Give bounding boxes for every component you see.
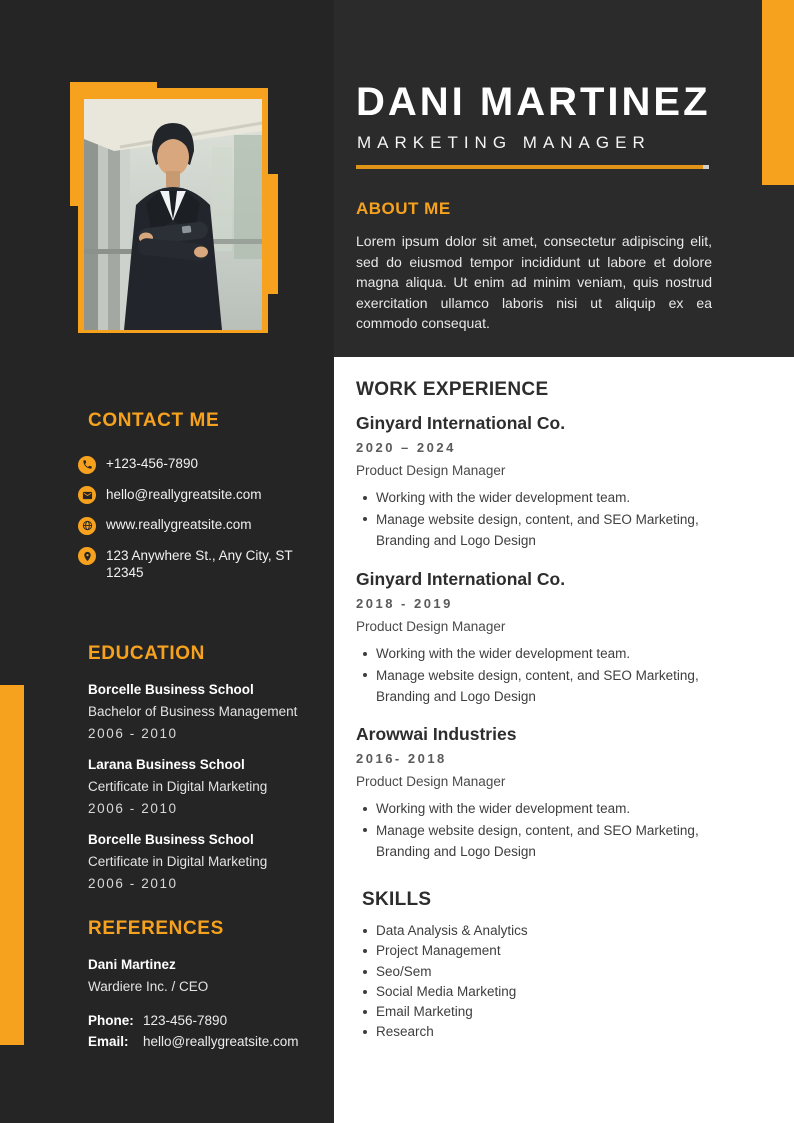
reference-block <box>88 954 318 1052</box>
job-entry <box>356 412 714 552</box>
phone-number: +123-456-7890 <box>106 456 198 471</box>
accent-bar-top-right <box>762 0 794 185</box>
degree-name: Bachelor of Business Management <box>88 704 298 719</box>
email-address[interactable]: hello@reallygreatsite.com <box>106 486 262 502</box>
reference-role: Wardiere Inc. / CEO <box>88 979 209 994</box>
person-name: DANI MARTINEZ <box>356 80 711 124</box>
company-name: Arowwai Industries <box>356 724 517 744</box>
email-icon <box>78 486 96 504</box>
reference-name: Dani Martinez <box>88 957 176 972</box>
job-bullet-list <box>356 487 714 552</box>
job-bullet: Working with the wider development team. <box>376 798 714 820</box>
contact-item-address <box>78 547 310 581</box>
reference-contact-rows <box>88 1010 318 1052</box>
profile-photo <box>84 99 262 330</box>
education-years: 2006 - 2010 <box>88 800 178 816</box>
reference-phone: 123-456-7890 <box>143 1013 228 1028</box>
references-heading: REFERENCES <box>88 918 224 939</box>
job-bullet: Working with the wider development team. <box>376 643 714 665</box>
skill-item: Research <box>376 1022 712 1042</box>
contact-item-website <box>78 516 310 535</box>
contact-item-email <box>78 486 310 505</box>
job-bullet: Manage website design, content, and SEO Marketing, Branding and Logo Design <box>376 665 714 708</box>
education-heading: EDUCATION <box>88 643 205 664</box>
globe-icon <box>78 517 96 535</box>
job-period: 2020 – 2024 <box>356 440 456 455</box>
contact-list <box>78 455 310 593</box>
contact-heading: CONTACT ME <box>88 410 220 431</box>
job-bullet-list <box>356 643 714 708</box>
skill-item: Project Management <box>376 941 712 961</box>
skill-item: Social Media Marketing <box>376 982 712 1002</box>
education-item <box>88 754 318 819</box>
website-url[interactable]: www.reallygreatsite.com <box>106 517 252 532</box>
reference-email[interactable]: hello@reallygreatsite.com <box>143 1034 299 1049</box>
education-years: 2006 - 2010 <box>88 875 178 891</box>
job-role: Product Design Manager <box>356 463 506 478</box>
title-underline <box>356 165 709 169</box>
school-name: Larana Business School <box>88 757 245 772</box>
job-role: Product Design Manager <box>356 774 506 789</box>
job-bullet: Manage website design, content, and SEO Marketing, Branding and Logo Design <box>376 820 714 863</box>
job-period: 2018 - 2019 <box>356 596 453 611</box>
street-address: 123 Anywhere St., Any City, ST 12345 <box>106 547 293 580</box>
job-entry <box>356 568 714 708</box>
company-name: Ginyard International Co. <box>356 413 566 433</box>
location-icon <box>78 547 96 565</box>
skills-section <box>362 889 712 1043</box>
job-role: Product Design Manager <box>356 619 506 634</box>
degree-name: Certificate in Digital Marketing <box>88 779 268 794</box>
contact-item-phone <box>78 455 310 474</box>
skill-item: Data Analysis & Analytics <box>376 921 712 941</box>
work-experience-heading: WORK EXPERIENCE <box>356 379 549 400</box>
accent-bar-left <box>0 685 24 1045</box>
education-item <box>88 679 318 744</box>
school-name: Borcelle Business School <box>88 682 254 697</box>
person-job-title: MARKETING MANAGER <box>357 133 651 152</box>
skill-item: Seo/Sem <box>376 962 712 982</box>
phone-icon <box>78 456 96 474</box>
job-bullet: Working with the wider development team. <box>376 487 714 509</box>
skills-heading: SKILLS <box>362 889 432 910</box>
job-bullet-list <box>356 798 714 863</box>
phone-label: Phone: <box>88 1013 134 1028</box>
about-me-heading: ABOUT ME <box>356 199 451 218</box>
education-list <box>88 679 318 904</box>
skill-item: Email Marketing <box>376 1002 712 1022</box>
job-bullet: Manage website design, content, and SEO Marketing, Branding and Logo Design <box>376 509 714 552</box>
degree-name: Certificate in Digital Marketing <box>88 854 268 869</box>
job-period: 2016- 2018 <box>356 751 447 766</box>
job-entry <box>356 723 714 863</box>
reference-phone-row <box>88 1010 318 1031</box>
about-me-text: Lorem ipsum dolor sit amet, consectetur adipiscing elit, sed do eiusmod tempor incididunt ut labore et dolore magna aliqua. Ut enim ad minim veniam, quis nostrud exercitation ullamco laboris nisi ut aliquip ex ea commodo consequat. <box>356 233 712 332</box>
skills-list <box>362 921 712 1043</box>
education-item <box>88 829 318 894</box>
education-years: 2006 - 2010 <box>88 725 178 741</box>
reference-email-row <box>88 1031 318 1052</box>
company-name: Ginyard International Co. <box>356 569 566 589</box>
photo-frame-step-right <box>268 174 278 294</box>
school-name: Borcelle Business School <box>88 832 254 847</box>
email-label: Email: <box>88 1034 129 1049</box>
